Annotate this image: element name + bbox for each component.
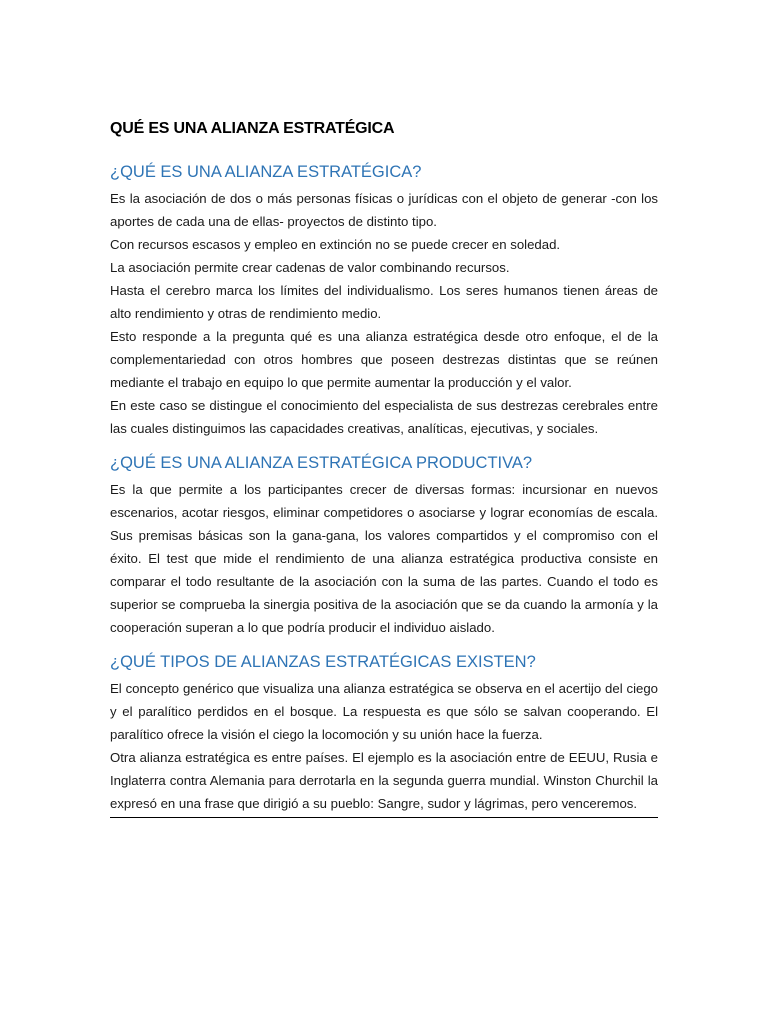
paragraph: Es la que permite a los participantes crecer de diversas formas: incursionar en nuevos escenarios, acotar riesgos, eliminar competidores o asociarse y lograr economías de escala. Sus premisas básicas son la gana-gana, los valores compartidos y el compromiso con el éxito. El test que mide el rendimiento de una alianza estratégica productiva consiste en comparar el todo resultante de la asociación con la suma de las partes. Cuando el todo es superior se comprueba la sinergia positiva de la asociación que se da cuando la armonía y la cooperación superan a lo que podría producir el individuo aislado. bbox=[110, 482, 658, 635]
section-productive-alliance bbox=[110, 452, 658, 639]
section-heading: ¿QUÉ ES UNA ALIANZA ESTRATÉGICA? bbox=[110, 163, 422, 181]
paragraph: Hasta el cerebro marca los límites del individualismo. Los seres humanos tienen áreas de alto rendimiento y otras de rendimiento medio. bbox=[110, 283, 658, 321]
bottom-divider bbox=[110, 817, 658, 818]
paragraph: Con recursos escasos y empleo en extinción no se puede crecer en soledad. bbox=[110, 237, 561, 252]
document-page bbox=[110, 118, 658, 830]
paragraph: Esto responde a la pregunta qué es una alianza estratégica desde otro enfoque, el de la complementariedad con otros hombres que poseen destrezas distintas que se reúnen mediante el trabajo en equipo lo que permite aumentar la producción y el valor. bbox=[110, 329, 658, 390]
paragraph: Es la asociación de dos o más personas físicas o jurídicas con el objeto de generar -con los aportes de cada una de ellas- proyectos de distinto tipo. bbox=[110, 191, 658, 229]
document-title: QUÉ ES UNA ALIANZA ESTRATÉGICA bbox=[110, 120, 395, 137]
paragraph: La asociación permite crear cadenas de valor combinando recursos. bbox=[110, 260, 510, 275]
section-heading: ¿QUÉ ES UNA ALIANZA ESTRATÉGICA PRODUCTIVA? bbox=[110, 454, 533, 472]
paragraph: En este caso se distingue el conocimiento del especialista de sus destrezas cerebrales entre las cuales distinguimos las capacidades creativas, analíticas, ejecutivas, y sociales. bbox=[110, 398, 658, 436]
paragraph: Otra alianza estratégica es entre países. El ejemplo es la asociación entre de EEUU, Rusia e Inglaterra contra Alemania para derrotarla en la segunda guerra mundial. Winston Churchil la expresó en una frase que dirigió a su pueblo: Sangre, sudor y lágrimas, pero venceremos. bbox=[110, 750, 658, 811]
section-what-is-alliance bbox=[110, 161, 658, 440]
section-heading: ¿QUÉ TIPOS DE ALIANZAS ESTRATÉGICAS EXISTEN? bbox=[110, 653, 536, 671]
section-alliance-types bbox=[110, 651, 658, 818]
paragraph: El concepto genérico que visualiza una alianza estratégica se observa en el acertijo del ciego y el paralítico perdidos en el bosque. La respuesta es que sólo se salvan cooperando. El paralítico ofrece la visión el ciego la locomoción y su unión hace la fuerza. bbox=[110, 681, 658, 742]
